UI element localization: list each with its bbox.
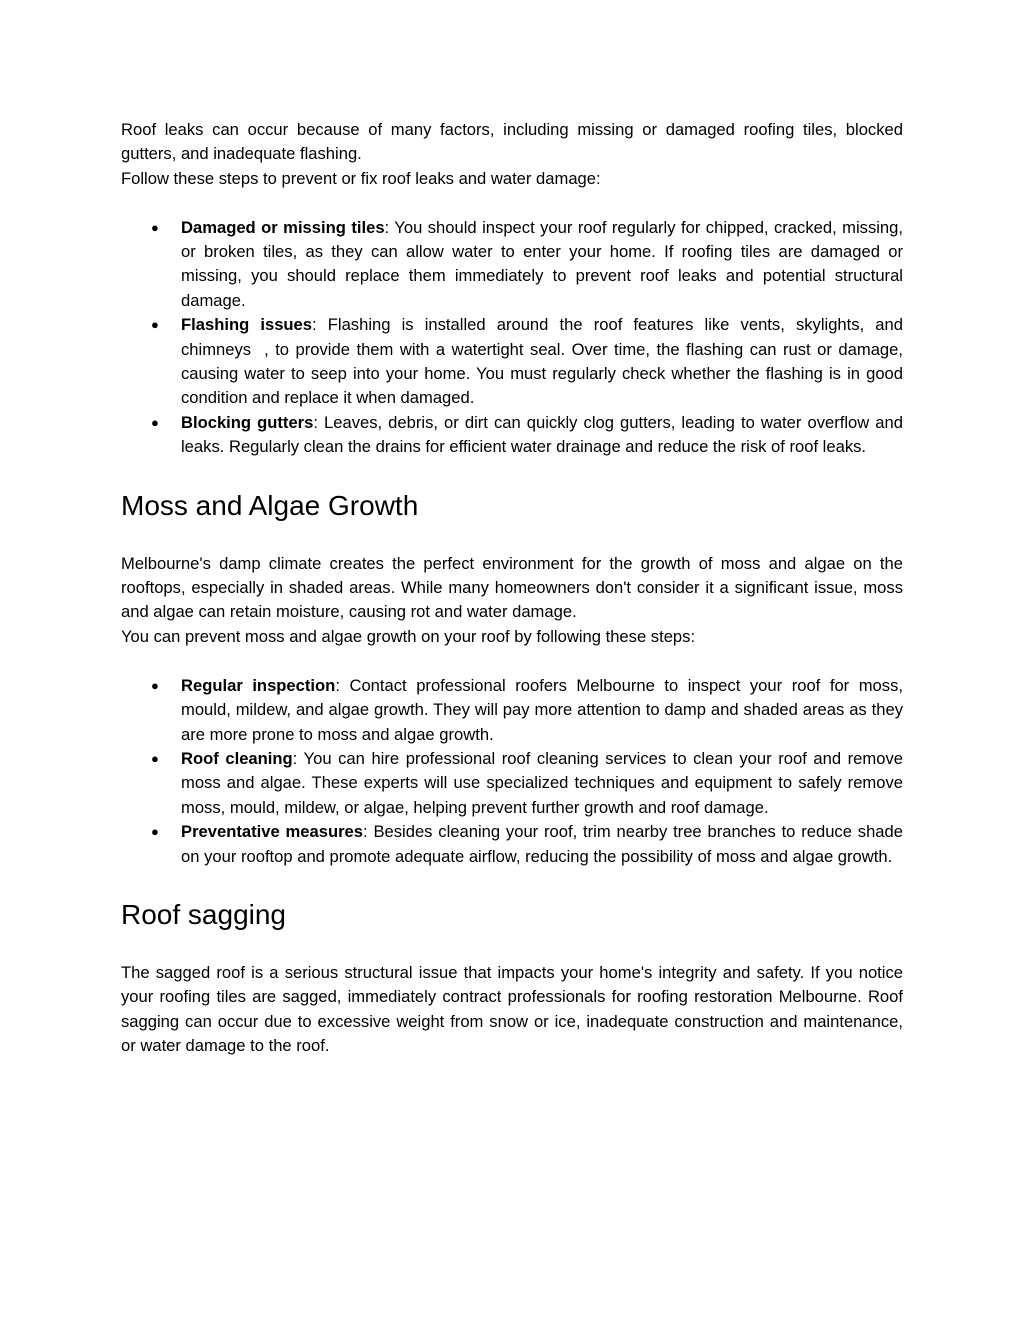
bullet-icon: ●	[151, 219, 159, 235]
bullet-icon: ●	[151, 750, 159, 766]
list-item-text: : Flashing is installed around the roof features like vents, skylights, and chimneys , to provide them with a watertight seal. Over time, the flashing can rust or damage, causing water to seep into your home. You must regularly check whether the flashing is in good condition and replace it when damaged.	[181, 315, 903, 408]
moss-paragraph: Melbourne's damp climate creates the perfect environment for the growth of moss and algae on the rooftops, especially in shaded areas. While many homeowners don't consider it a significant issue, moss and algae can retain moisture, causing rot and water damage.	[121, 553, 903, 622]
list-item-term: Damaged or missing tiles	[181, 217, 385, 237]
list-item	[121, 313, 903, 411]
list-item-term: Preventative measures	[181, 822, 364, 842]
sagging-paragraph: The sagged roof is a serious structural issue that impacts your home's integrity and safety. If you notice your roofing tiles are sagged, immediately contract professionals for roofing restoration Melbourne. Roof sagging can occur due to excessive weight from snow or ice, inadequate construction and maintenance, or water damage to the roof.	[121, 962, 903, 1056]
bullet-icon: ●	[151, 317, 159, 333]
sagging-heading: Roof sagging	[121, 898, 287, 930]
list-item-term: Regular inspection	[181, 675, 336, 695]
list-item-term: Roof cleaning	[181, 748, 293, 768]
intro-paragraph: Roof leaks can occur because of many factors, including missing or damaged roofing tiles, blocked gutters, and inadequate flashing.	[121, 120, 903, 164]
moss-list	[121, 674, 903, 869]
list-item-text: : You can hire professional roof cleaning services to clean your roof and remove moss and algae. These experts will use specialized techniques and equipment to safely remove moss, mould, mildew, or algae, helping prevent further growth and roof damage.	[181, 748, 903, 817]
list-item	[121, 411, 903, 460]
list-item	[121, 820, 903, 869]
roof-leak-list	[121, 216, 903, 460]
list-item	[121, 216, 903, 314]
bullet-icon: ●	[151, 824, 159, 840]
list-item-text: : You should inspect your roof regularly for chipped, cracked, missing, or broken tiles, as they can allow water to enter your home. If roofing tiles are damaged or missing, you should replace them immediately to prevent roof leaks and potential structural damage.	[181, 217, 903, 310]
list-item-term: Flashing issues	[181, 315, 313, 335]
list-item-text: : Contact professional roofers Melbourne to inspect your roof for moss, mould, mildew, and algae growth. They will pay more attention to damp and shaded areas as they are more prone to moss and algae growth.	[181, 675, 903, 744]
moss-steps-intro: You can prevent moss and algae growth on your roof by following these steps:	[121, 626, 696, 646]
list-item	[121, 747, 903, 820]
moss-heading: Moss and Algae Growth	[121, 489, 419, 521]
list-item-term: Blocking gutters	[181, 412, 314, 432]
bullet-icon: ●	[151, 677, 159, 693]
steps-intro-paragraph: Follow these steps to prevent or fix roof leaks and water damage:	[121, 168, 601, 188]
bullet-icon: ●	[151, 414, 159, 430]
list-item-text: : Leaves, debris, or dirt can quickly clog gutters, leading to water overflow and leaks. Regularly clean the drains for efficient water drainage and reduce the risk of roof leaks.	[181, 412, 903, 457]
list-item	[121, 674, 903, 747]
list-item-text: : Besides cleaning your roof, trim nearby tree branches to reduce shade on your rooftop and promote adequate airflow, reducing the possibility of moss and algae growth.	[181, 822, 903, 866]
